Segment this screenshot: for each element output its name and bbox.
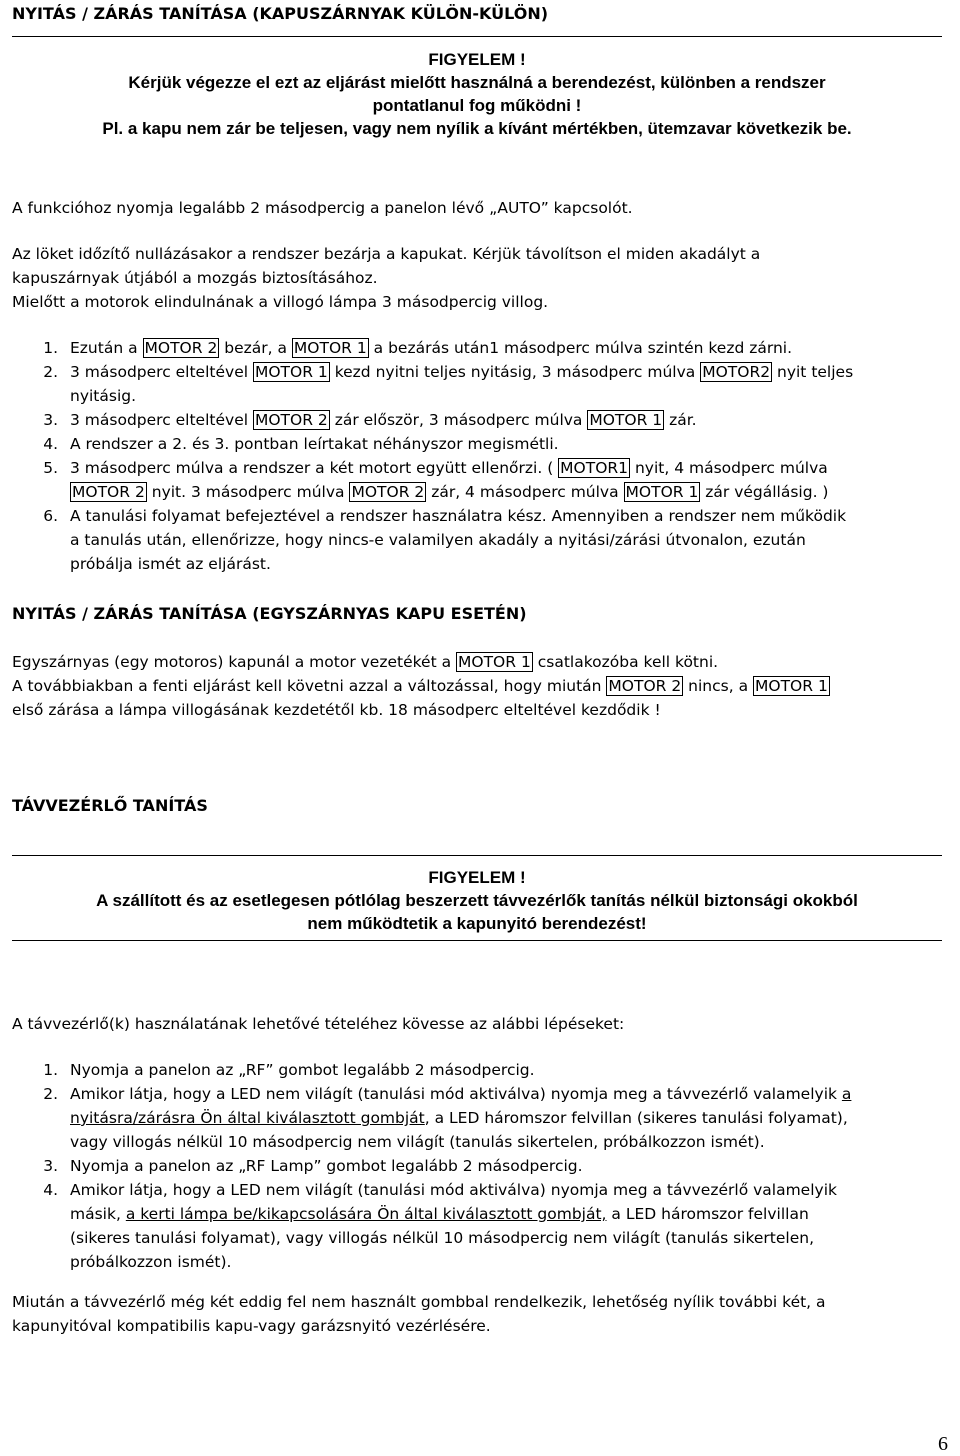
- warning-block-1: [12, 48, 942, 140]
- text-line: Mielőtt a motorok elindulnának a villogó lámpa 3 másodpercig villog.: [12, 293, 549, 311]
- warning-line: nem működtetik a kapunyitó berendezést!: [307, 914, 647, 933]
- list-number: 4.: [43, 435, 58, 453]
- motor-1-label: MOTOR 1: [625, 483, 699, 501]
- warning-line: pontatlanul fog működni !: [372, 96, 582, 115]
- list-item: 3. Nyomja a panelon az „RF Lamp” gombot legalább 2 másodpercig.: [0, 1154, 942, 1178]
- list-number: 4.: [43, 1181, 58, 1199]
- motor-1-label: MOTOR 1: [755, 677, 828, 695]
- list-item: 2. 3 másodperc elteltével MOTOR 1 kezd nyitni teljes nyitásig, 3 másodperc múlva MOTOR2 nyit teljes nyitásig.: [0, 360, 942, 408]
- paragraph-remote-intro: A távvezérlő(k) használatának lehetővé tételéhez kövesse az alábbi lépéseket:: [12, 1015, 625, 1033]
- divider-top: [12, 36, 942, 37]
- motor-1-label: MOTOR 1: [458, 653, 531, 671]
- motor-1-label: MOTOR1: [560, 459, 629, 477]
- text-line: kapuszárnyak útjából a mozgás biztosításához.: [12, 269, 378, 287]
- list-number: 2.: [43, 363, 58, 381]
- list-item: 1. Nyomja a panelon az „RF” gombot legalább 2 másodpercig.: [0, 1058, 942, 1082]
- list-number: 5.: [43, 459, 58, 477]
- warning-title: FIGYELEM !: [428, 50, 526, 69]
- paragraph-reset: [12, 242, 942, 314]
- paragraph-single-leaf: Egyszárnyas (egy motoros) kapunál a motor vezetékét a MOTOR 1 csatlakozóba kell kötni. A továbbiakban a fenti eljárást kell követni azzal a változással, hogy miután MOTOR 2 nincs, a MOTOR 1 első zárása a lámpa villogásának kezdetétől kb. 18 másodperc elteltével kezdődik !: [12, 653, 828, 719]
- list-number: 6.: [43, 507, 58, 525]
- divider-warning-top: [12, 855, 942, 856]
- list-number: 1.: [43, 339, 58, 357]
- page-number: 6: [938, 1433, 948, 1455]
- warning-line: A szállított és az esetlegesen pótlólag beszerzett távvezérlők tanítás nélkül biztonsági okokból: [96, 891, 858, 910]
- list-number: 3.: [43, 1157, 58, 1175]
- warning-block-2: [12, 866, 942, 935]
- warning-title: FIGYELEM !: [428, 868, 526, 887]
- warning-line: Pl. a kapu nem zár be teljesen, vagy nem nyílik a kívánt mértékben, ütemzavar következik be.: [102, 119, 852, 138]
- warning-line: Kérjük végezze el ezt az eljárást mielőtt használná a berendezést, különben a rendszer: [128, 73, 826, 92]
- section-title-single-leaf: NYITÁS / ZÁRÁS TANÍTÁSA (EGYSZÁRNYAS KAPU ESETÉN): [12, 604, 527, 623]
- motor-2-label: MOTOR 2: [254, 411, 328, 429]
- motor-1-label: MOTOR 1: [293, 339, 367, 357]
- motor-2-label: MOTOR 2: [351, 483, 425, 501]
- list-item: 6. A tanulási folyamat befejeztével a rendszer használatra kész. Amennyiben a rendszer nem működik a tanulás után, ellenőrizze, hogy nincs-e valamilyen akadály a nyitási/zárási útvonalon, ezután próbálja ismét az eljárást.: [0, 504, 942, 576]
- motor-1-label: MOTOR 1: [254, 363, 328, 381]
- motor-2-label: MOTOR 2: [144, 339, 218, 357]
- list-number: 3.: [43, 411, 58, 429]
- remote-steps-list: [0, 1058, 942, 1274]
- list-item: 5. 3 másodperc múlva a rendszer a két motort együtt ellenőrzi. ( MOTOR1 nyit, 4 másodperc múlva MOTOR 2 nyit. 3 másodperc múlva MOTOR 2 zár, 4 másodperc múlva MOTOR 1 zár végállásig. ): [0, 456, 942, 504]
- list-number: 1.: [43, 1061, 58, 1079]
- list-item: 3. 3 másodperc elteltével MOTOR 2 zár először, 3 másodperc múlva MOTOR 1 zár.: [0, 408, 942, 432]
- list-item: 2. Amikor látja, hogy a LED nem világít (tanulási mód aktiválva) nyomja meg a távvezérlő valamelyik a nyitásra/zárásra Ön által kiválasztott gombját, a LED háromszor felvillan (sikeres tanulási folyamat), vagy villogás nélkül 10 másodpercig nem világít (tanulás sikertelen, próbálkozzon ismét).: [0, 1082, 942, 1154]
- text-line: Az löket időzítő nullázásakor a rendszer bezárja a kapukat. Kérjük távolítson el miden akadályt a: [12, 245, 761, 263]
- section-title-remote: TÁVVEZÉRLŐ TANÍTÁS: [12, 796, 208, 815]
- list-item: 4. Amikor látja, hogy a LED nem világít (tanulási mód aktiválva) nyomja meg a távvezérlő valamelyik másik, a kerti lámpa be/kikapcsolására Ön által kiválasztott gombját, a LED háromszor felvillan (sikeres tanulási folyamat), vagy villogás nélkül 10 másodpercig nem világít (tanulás sikertelen, próbálkozzon ismét).: [0, 1178, 942, 1274]
- paragraph-auto-switch: A funkcióhoz nyomja legalább 2 másodpercig a panelon lévő „AUTO” kapcsolót.: [12, 199, 633, 217]
- motor-1-label: MOTOR 1: [589, 411, 663, 429]
- motor-2-label: MOTOR 2: [72, 483, 145, 501]
- list-item: 4. A rendszer a 2. és 3. pontban leírtakat néhányszor megismétli.: [0, 432, 942, 456]
- motor-2-label: MOTOR2: [702, 363, 771, 381]
- list-item: 1. Ezután a MOTOR 2 bezár, a MOTOR 1 a bezárás után1 másodperc múlva szintén kezd zárni.: [0, 336, 942, 360]
- paragraph-remote-footer: Miután a távvezérlő még két eddig fel nem használt gombbal rendelkezik, lehetőség nyílik további két, a kapunyitóval kompatibilis kapu-vagy garázsnyitó vezérlésére.: [12, 1293, 826, 1335]
- section-title-opening-closing: NYITÁS / ZÁRÁS TANÍTÁSA (KAPUSZÁRNYAK KÜLÖN-KÜLÖN): [12, 4, 549, 23]
- list-number: 2.: [43, 1085, 58, 1103]
- divider-warning-bottom: [12, 940, 942, 941]
- motor-2-label: MOTOR 2: [608, 677, 682, 695]
- steps-list: [0, 336, 942, 576]
